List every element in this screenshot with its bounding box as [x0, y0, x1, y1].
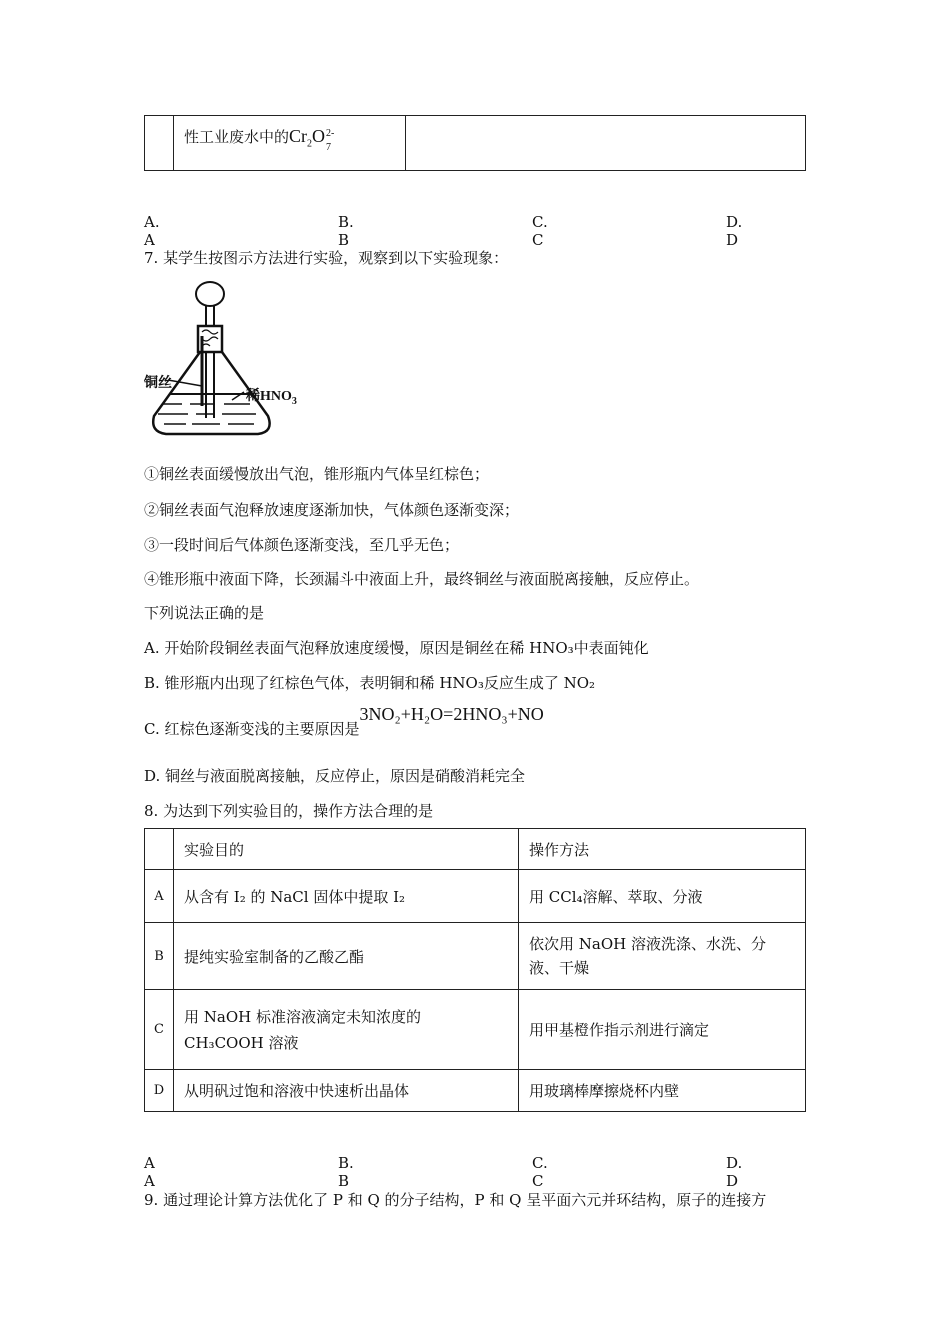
table-row [145, 990, 806, 1070]
q8-option-b[interactable]: B. B [338, 1154, 354, 1190]
observation-2: ②铜丝表面气泡释放速度逐渐加快，气体颜色逐渐变深； [144, 501, 520, 519]
observation-4: ④锥形瓶中液面下降，长颈漏斗中液面上升，最终铜丝与液面脱离接触，反应停止。 [144, 570, 700, 588]
q6-formula: $Cr_2O$ 7 2- [289, 126, 335, 153]
observation-3: ③一段时间后气体颜色逐渐变浅，至几乎无色； [144, 536, 460, 554]
q6-cell-text: 性工业废水中的 [184, 128, 290, 146]
q7-option-c-equation: 3NO₂+H₂O=2HNO₃+NO [359, 704, 544, 724]
q9-stem: 9. 通过理论计算方法优化了 P 和 Q 的分子结构，P 和 Q 呈平面六元并环结构，原子的连接方 [144, 1191, 767, 1209]
apparatus-figure [140, 276, 297, 438]
q7-stem: 7. 某学生按图示方法进行实验，观察到以下实验现象： [144, 249, 509, 267]
q6-option-a[interactable]: A. A [144, 213, 160, 249]
q8-option-a[interactable]: A A [144, 1154, 155, 1190]
row-b-method: 依次用 NaOH 溶液洗涤、水洗、分 液、干燥 [519, 923, 806, 990]
q6-table-tail [144, 115, 806, 171]
label-dilute-nitric-acid: 稀$HNO_3$ [246, 388, 297, 407]
table-row [145, 923, 806, 990]
q8-stem: 8. 为达到下列实验目的，操作方法合理的是 [144, 802, 434, 820]
row-c-method: 用甲基橙作指示剂进行滴定 [519, 990, 806, 1070]
q8-option-d[interactable]: D. D [726, 1154, 743, 1190]
row-label: B [145, 923, 174, 990]
label-copper-wire: 铜丝 [144, 375, 172, 391]
q6-option-c[interactable]: C. C [532, 213, 548, 249]
q8-table [144, 828, 806, 1112]
q7-option-d[interactable]: D. 铜丝与液面脱离接触，反应停止，原因是硝酸消耗完全 [144, 767, 526, 785]
row-b-purpose: 提纯实验室制备的乙酸乙酯 [174, 923, 519, 990]
q6-text-cell [174, 116, 406, 171]
table-row [145, 1070, 806, 1112]
observation-1: ①铜丝表面缓慢放出气泡，锥形瓶内气体呈红棕色； [144, 465, 490, 483]
q6-option-d[interactable]: D. D [726, 213, 743, 249]
q7-question: 下列说法正确的是 [144, 604, 265, 622]
row-label: A [145, 870, 174, 923]
row-label: C [145, 990, 174, 1070]
q7-option-b[interactable]: B. 锥形瓶内出现了红棕色气体，表明铜和稀 HNO₃反应生成了 NO₂ [144, 674, 596, 692]
row-c-purpose: 用 NaOH 标准溶液滴定未知浓度的 CH₃COOH 溶液 [174, 990, 519, 1070]
q8-header-blank [145, 829, 174, 870]
row-a-method: 用 CCl₄溶解、萃取、分液 [519, 870, 806, 923]
q6-method-cell [406, 116, 806, 171]
row-a-purpose: 从含有 I₂ 的 NaCl 固体中提取 I₂ [174, 870, 519, 923]
row-d-purpose: 从明矾过饱和溶液中快速析出晶体 [174, 1070, 519, 1112]
flask-diagram [140, 276, 290, 438]
q7-option-c[interactable] [144, 704, 544, 738]
row-d-method: 用玻璃棒摩擦烧杯内壁 [519, 1070, 806, 1112]
q8-option-c[interactable]: C. C [532, 1154, 548, 1190]
q7-option-c-text: C. 红棕色逐渐变浅的主要原因是 [144, 720, 360, 738]
row-label: D [145, 1070, 174, 1112]
q6-row-label-cell [145, 116, 174, 171]
q8-header-method: 操作方法 [519, 829, 806, 870]
q7-option-a[interactable]: A. 开始阶段铜丝表面气泡释放速度缓慢，原因是铜丝在稀 HNO₃中表面钝化 [144, 639, 649, 657]
q8-header-purpose: 实验目的 [174, 829, 519, 870]
table-row [145, 870, 806, 923]
q6-option-b[interactable]: B. B [338, 213, 354, 249]
